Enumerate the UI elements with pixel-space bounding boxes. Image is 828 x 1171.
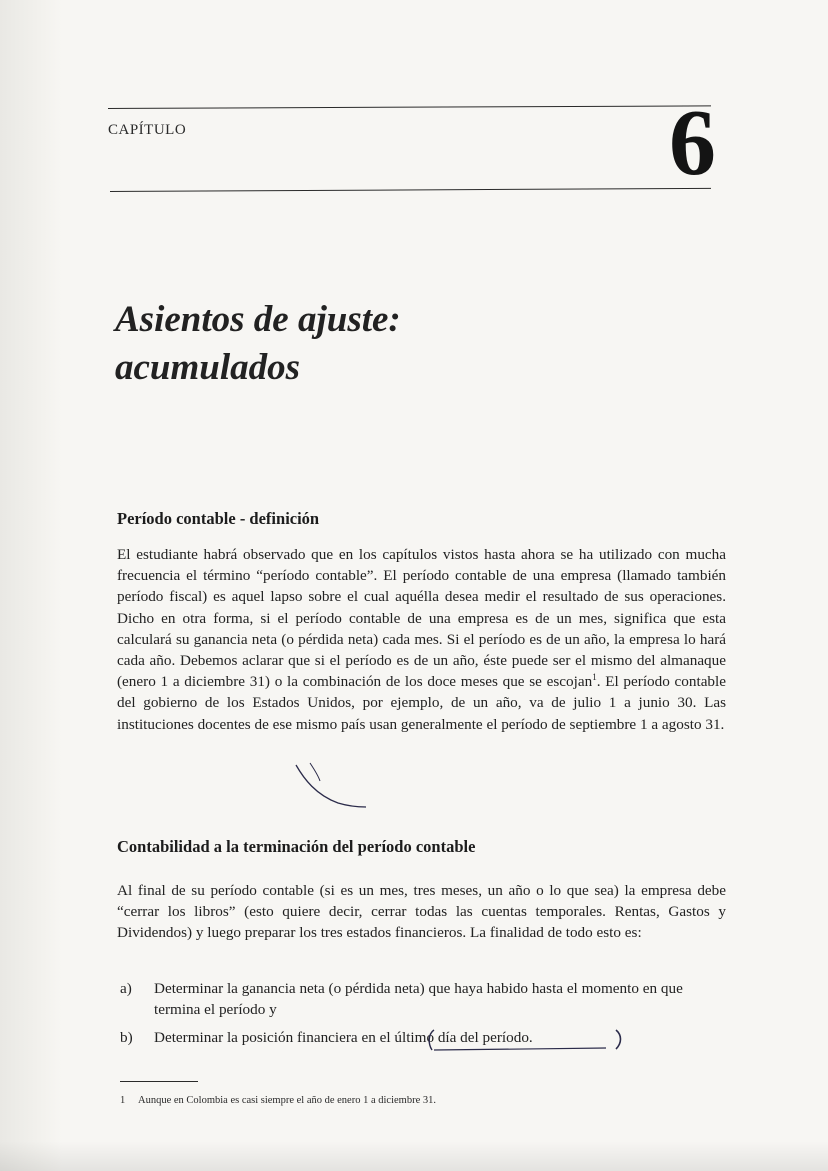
chapter-number: 6 [669,91,716,195]
page-bottom-shadow [0,1141,828,1171]
list-text-a: Determinar la ganancia neta (o pérdida neta) que haya habido hasta el momento en que termina el período y [154,980,683,1019]
handwritten-pen-stroke [290,755,380,815]
list-text-b [154,1027,730,1048]
section-heading-terminacion: Contabilidad a la terminación del período contable [117,837,476,856]
paragraph-text-part-1: El estudiante habrá observado que en los capítulos vistos hasta ahora se ha utilizado con mucha frecuencia el término “período contable”. El período contable de una empresa (llamado también período fiscal) es aquel lapso sobre el cual aquélla desea medir el resultado de sus operaciones. Dicho en otra forma, si el período contable de una empresa es de un mes, significa que esta calculará su ganancia neta (o pérdida neta) cada mes. Si el período es de un año, la empresa lo hará cada año. Debemos aclarar que si el período es de un año, éste puede ser el mismo del almanaque (enero 1 a diciembre 31) o la combinación de los doce meses que se escojan [117,546,726,691]
list-item-a [120,978,730,1020]
footnote-reference[interactable]: 1 [592,672,597,683]
chapter-header-bottom-rule [110,188,711,192]
list-text-b-before: Determinar la posición financiera en el [154,1029,395,1046]
paragraph-text-part-2: . El período contable del gobierno de los Estados Unidos, por ejemplo, de un año, va de julio 1 a junio 30. Las instituciones docentes de ese mismo país usan generalmente el período de septiembre 1 a agosto 31. [117,673,726,733]
chapter-header-top-rule [108,105,711,109]
chapter-title [115,296,401,392]
list-item-b [120,1027,730,1048]
chapter-title-line-2: acumulados [115,347,301,388]
footnote-text: Aunque en Colombia es casi siempre el año de enero 1 a diciembre 31. [138,1095,436,1106]
footnote [120,1095,436,1106]
section-heading-periodo-contable: Período contable - definición [117,509,320,528]
list-marker-a: a) [120,980,132,997]
chapter-title-line-1: Asientos de ajuste: [115,299,401,340]
chapter-label: CAPÍTULO [108,122,187,138]
section-paragraph-terminacion: Al final de su período contable (si es un mes, tres meses, un año o lo que sea) la empresa debe “cerrar los libros” (esto quiere decir, cerrar todas las cuentas temporales. Rentas, Gastos y Dividendos) y luego preparar los tres estados financieros. La finalidad de todo esto es: [117,882,726,942]
footnote-separator [120,1081,198,1082]
footnote-number: 1 [120,1095,126,1106]
page-edge-shadow [0,0,62,1171]
list-marker-b: b) [120,1029,133,1046]
section-paragraph-periodo-contable [117,544,726,735]
list-text-b-underlined: último día del período. [394,1029,533,1046]
